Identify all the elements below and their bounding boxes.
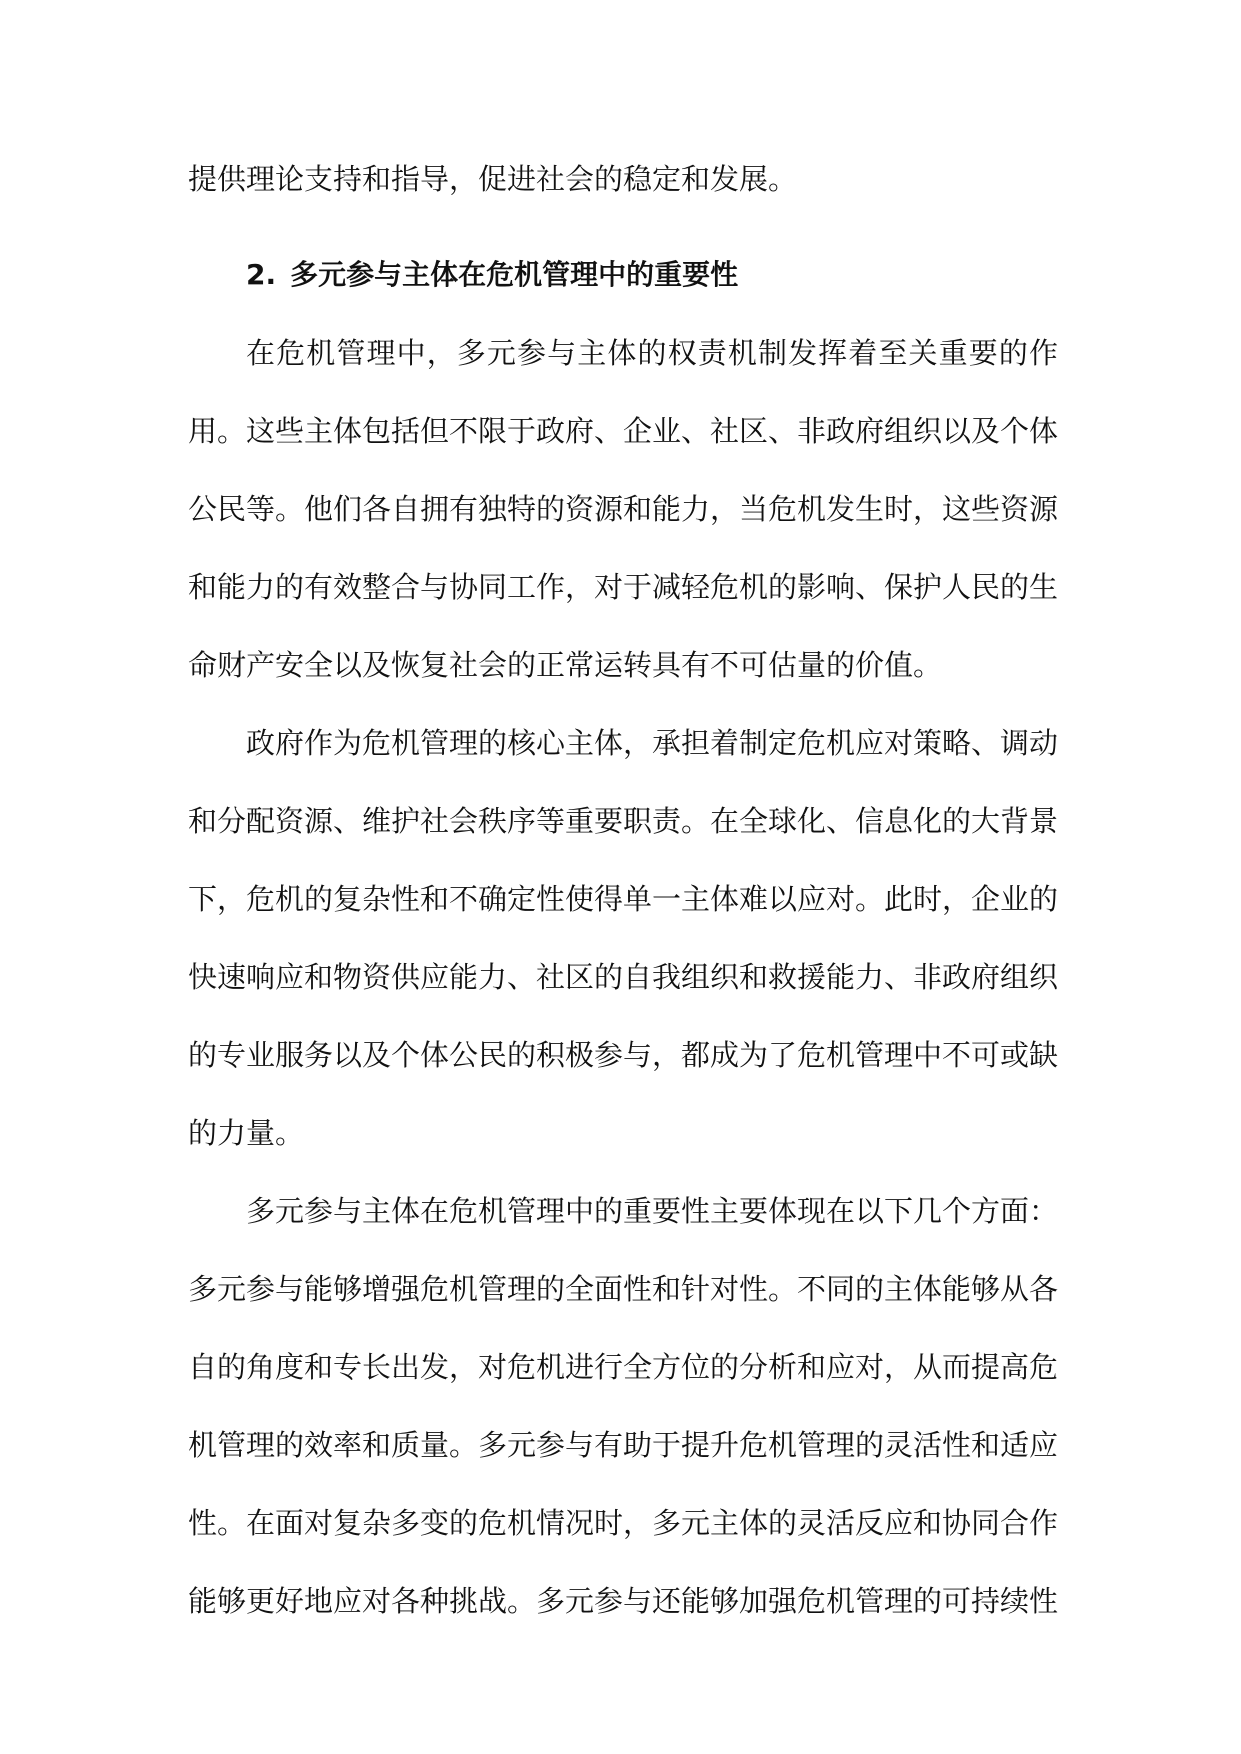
section-heading <box>188 236 1058 314</box>
paragraph-3: 多元参与主体在危机管理中的重要性主要体现在以下几个方面：多元参与能够增强危机管理的全面性和针对性。不同的主体能够从各自的角度和专长出发，对危机进行全方位的分析和应对，从而提高危机管理的效率和质量。多元参与有助于提升危机管理的灵活性和适应性。在面对复杂多变的危机情况时，多元主体的灵活反应和协同合作能够更好地应对各种挑战。多元参与还能够加强危机管理的可持续性 <box>188 1194 1059 1618</box>
paragraph-2: 政府作为危机管理的核心主体，承担着制定危机应对策略、调动和分配资源、维护社会秩序等重要职责。在全球化、信息化的大背景下，危机的复杂性和不确定性使得单一主体难以应对。此时，企业的快速响应和物资供应能力、社区的自我组织和救援能力、非政府组织的专业服务以及个体公民的积极参与，都成为了危机管理中不可或缺的力量。 <box>188 726 1059 1150</box>
continuation-paragraph: 提供理论支持和指导，促进社会的稳定和发展。 <box>188 162 798 196</box>
section-number: 2. <box>246 258 277 291</box>
paragraph-1: 在危机管理中，多元参与主体的权责机制发挥着至关重要的作用。这些主体包括但不限于政府、企业、社区、非政府组织以及个体公民等。他们各自拥有独特的资源和能力，当危机发生时，这些资源和能力的有效整合与协同工作，对于减轻危机的影响、保护人民的生命财产安全以及恢复社会的正常运转具有不可估量的价值。 <box>188 336 1059 682</box>
document-body <box>188 140 1058 1640</box>
section-title: 多元参与主体在危机管理中的重要性 <box>290 258 739 291</box>
